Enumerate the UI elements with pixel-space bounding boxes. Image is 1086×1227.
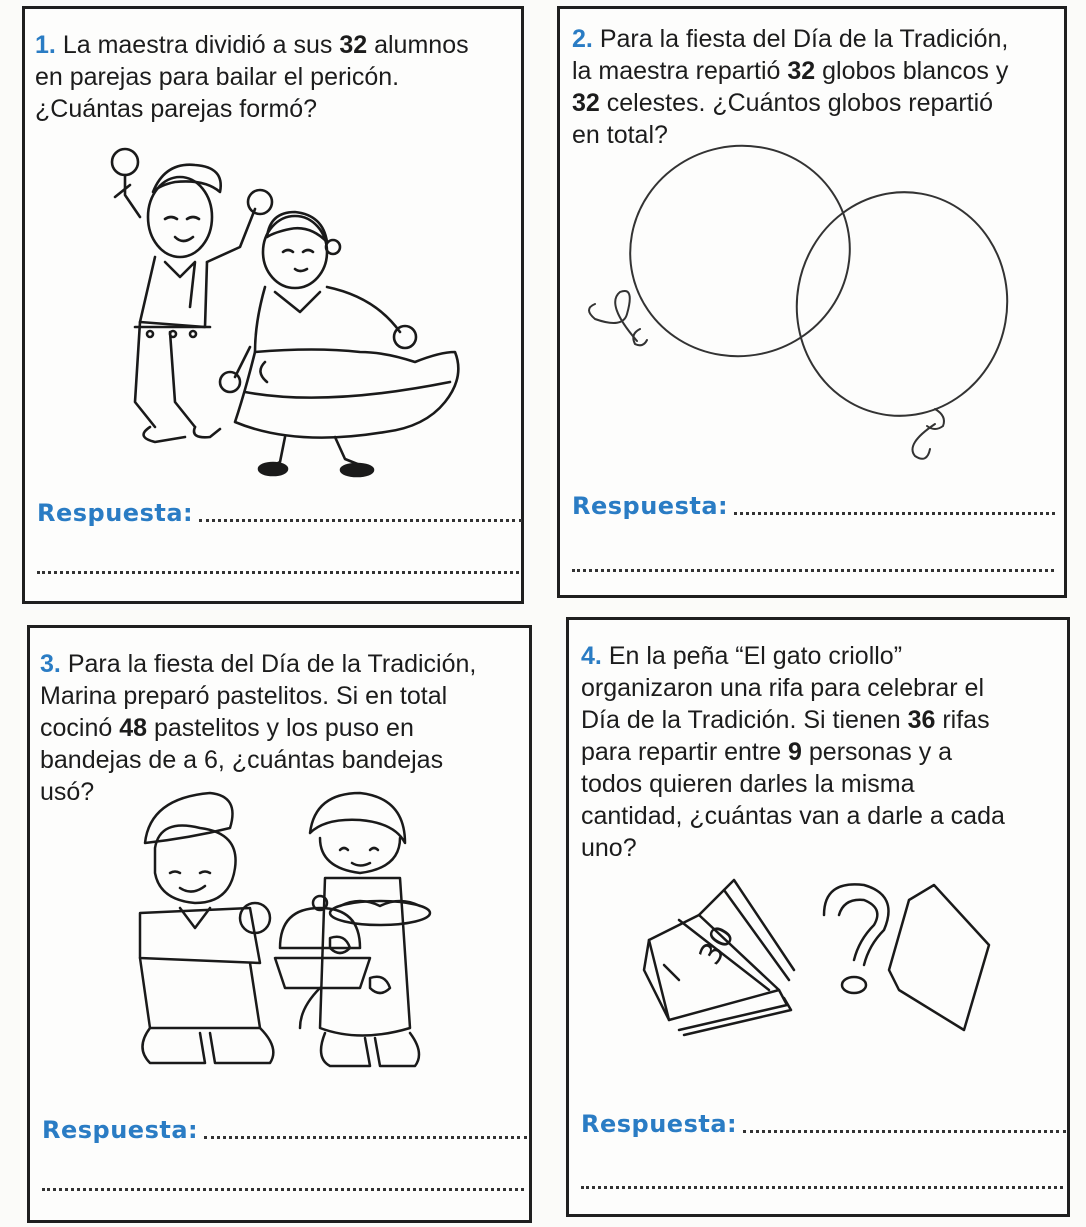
problem-3-text xyxy=(40,648,530,808)
problem-2-text xyxy=(572,23,1062,151)
problem-bold-number: 32 xyxy=(572,89,600,117)
problem-text-run: usó? xyxy=(40,778,95,806)
problem-bold-number: 32 xyxy=(787,57,816,85)
problem-number: 4. xyxy=(581,642,602,670)
problem-bold-number: 48 xyxy=(119,714,148,742)
problem-text-run: La maestra dividió a sus xyxy=(62,31,340,59)
answer-label: Respuesta: xyxy=(37,499,194,527)
problem-text-run: todos quieren darles la misma xyxy=(581,770,915,798)
problem-text-run: la maestra repartió xyxy=(572,57,788,85)
problem-card-2 xyxy=(557,6,1067,598)
problem-text-run: en total? xyxy=(572,121,668,149)
problem-text-run: personas y a xyxy=(801,738,953,766)
answer-label: Respuesta: xyxy=(581,1110,738,1138)
problem-text-run: Día de la Tradición. Si tienen xyxy=(581,706,908,734)
problem-text-run: alumnos xyxy=(367,31,469,59)
raffle-ticket-number: 30 xyxy=(692,920,742,971)
dancing-couple-illustration xyxy=(95,137,475,482)
answer-line[interactable] xyxy=(743,1130,1066,1133)
problem-text-run: cocinó xyxy=(40,714,120,742)
problem-text-run: celestes. ¿Cuántos globos repartió xyxy=(599,89,994,117)
answer-line[interactable] xyxy=(204,1136,527,1139)
problem-card-1 xyxy=(22,6,524,604)
problem-card-4 xyxy=(566,617,1070,1217)
problem-card-3 xyxy=(27,625,532,1223)
problem-text-run: cantidad, ¿cuántas van a darle a cada xyxy=(581,802,1005,830)
answer-line-2[interactable] xyxy=(37,571,519,574)
problem-number: 3. xyxy=(40,650,61,678)
answer-line[interactable] xyxy=(734,512,1055,515)
problem-bold-number: 9 xyxy=(788,738,802,766)
answer-label: Respuesta: xyxy=(42,1116,199,1144)
problem-number: 1. xyxy=(35,31,56,59)
answer-line[interactable] xyxy=(199,519,522,522)
problem-text-run: bandejas de a 6, ¿cuántas bandejas xyxy=(40,746,444,774)
problem-text-run: globos blancos y xyxy=(815,57,1009,85)
problem-text-run: ¿Cuántas parejas formó? xyxy=(35,95,318,123)
problem-bold-number: 36 xyxy=(907,706,936,734)
children-with-pastries-illustration xyxy=(130,788,460,1088)
raffle-tickets-illustration xyxy=(639,870,1059,1060)
problem-bold-number: 32 xyxy=(339,31,368,59)
problem-text-run: para repartir entre xyxy=(581,738,789,766)
answer-line-2[interactable] xyxy=(581,1186,1063,1189)
answer-label: Respuesta: xyxy=(572,492,729,520)
problem-4-text xyxy=(581,640,1069,864)
problem-text-run: Para la fiesta del Día de la Tradición, xyxy=(67,650,477,678)
problem-text-run: en parejas para bailar el pericón. xyxy=(35,63,400,91)
problem-text-run: En la peña “El gato criollo” xyxy=(608,642,903,670)
problem-text-run: pastelitos y los puso en xyxy=(147,714,414,742)
answer-line-2[interactable] xyxy=(572,569,1054,572)
answer-line-2[interactable] xyxy=(42,1188,524,1191)
problem-text-run: Marina preparó pastelitos. Si en total xyxy=(40,682,448,710)
problem-text-run: rifas xyxy=(935,706,990,734)
problem-text-run: Para la fiesta del Día de la Tradición, xyxy=(599,25,1009,53)
problem-text-run: uno? xyxy=(581,834,637,862)
balloons-illustration xyxy=(575,144,1055,474)
problem-1-text xyxy=(35,29,515,125)
problem-text-run: organizaron una rifa para celebrar el xyxy=(581,674,985,702)
problem-number: 2. xyxy=(572,25,593,53)
